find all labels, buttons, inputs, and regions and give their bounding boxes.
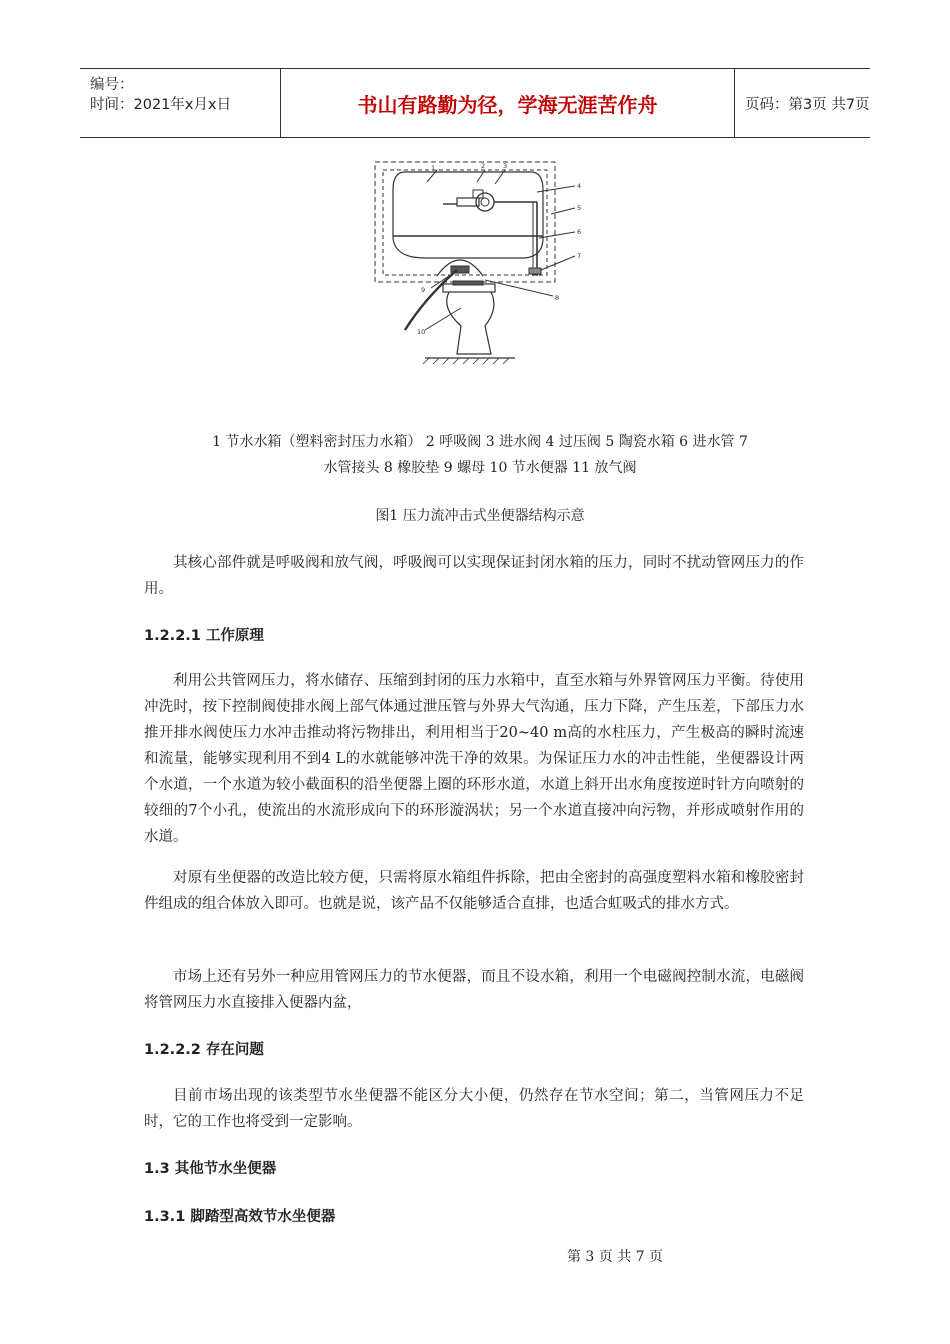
paragraph-core-components: 其核心部件就是呼吸阀和放气阀，呼吸阀可以实现保证封闭水箱的压力，同时不扰动管网压力的作用。 — [144, 555, 804, 597]
header-motto: 书山有路勤为径，学海无涯苦作舟 — [281, 69, 735, 137]
figure-caption: 图1 压力流冲击式坐便器结构示意 — [375, 508, 585, 524]
doc-number-label: 编号： — [90, 77, 134, 93]
figure-label-6: 6 — [577, 228, 582, 236]
paragraph-retrofit: 对原有坐便器的改造比较方便，只需将原水箱组件拆除，把由全密封的高强度塑料水箱和橡胶密封件组成的组合体放入即可。也就是说，该产品不仅能够适合直排，也适合虹吸式的排水方式。 — [144, 870, 804, 912]
section-heading-pedal-toilet: 1.3.1 脚踏型高效节水坐便器 — [144, 1209, 336, 1225]
paragraph-problems: 目前市场出现的该类型节水坐便器不能区分大小便，仍然存在节水空间；第二，当管网压力不足时，它的工作也将受到一定影响。 — [144, 1088, 804, 1130]
page-header — [80, 68, 870, 138]
figure-label-8: 8 — [555, 294, 560, 302]
figure-legend-line-2: 水管接头 8 橡胶垫 9 螺母 10 节水便器 11 放气阀 — [323, 460, 637, 476]
pressure-tank — [393, 172, 543, 258]
section-heading-other-toilets: 1.3 其他节水坐便器 — [144, 1161, 277, 1177]
ceramic-tank-outline — [375, 162, 555, 282]
footer-page-number: 第 3 页 共 7 页 — [566, 1249, 664, 1265]
paragraph-solenoid-variant: 市场上还有另外一种应用管网压力的节水便器，而且不设水箱，利用一个电磁阀控制水流，电磁阀将管网压力水直接排入便器内盆， — [144, 969, 804, 1011]
figure-label-4: 4 — [577, 182, 582, 190]
figure-label-1: 1 — [431, 164, 436, 172]
paragraph-working-principle: 利用公共管网压力，将水储存、压缩到封闭的压力水箱中，直至水箱与外界管网压力平衡。待使用冲洗时，按下控制阀使排水阀上部气体通过泄压管与外界大气沟通，压力下降，产生压差，下部压力水推开排水阀使压力水冲击推动将污物排出，利用相当于20~40 m高的水柱压力，产生极高的瞬时流速和流量，能够实现利用不到4 L的水就能够冲洗干净的效果。为保证压力水的冲击性能，坐便器设计两个水道，一个水道为较小截面积的沿坐便器上圈的环形水道，水道上斜开出水角度按逆时针方向喷射的较细的7个小孔，使流出的水流形成向下的环形漩涡状；另一个水道直接冲向污物，并形成喷射作用的水道。 — [144, 673, 804, 845]
section-heading-problems: 1.2.2.2 存在问题 — [144, 1042, 264, 1058]
doc-time-label: 时间：2021年x月x日 — [90, 97, 232, 113]
figure-label-2: 2 — [481, 162, 486, 170]
header-meta-cell — [80, 69, 281, 137]
figure-label-9: 9 — [421, 286, 426, 294]
figure-label-3: 3 — [503, 162, 508, 170]
figure-label-7: 7 — [577, 252, 582, 260]
section-heading-working-principle: 1.2.2.1 工作原理 — [144, 628, 264, 644]
figure-label-5: 5 — [577, 204, 582, 212]
figure-legend — [140, 429, 820, 481]
page-footer — [0, 1246, 950, 1266]
toilet-structure-diagram — [365, 158, 600, 370]
header-page-info: 页码：第3页 共7页 — [745, 96, 870, 113]
figure-legend-line-1: 1 节水水箱（塑料密封压力水箱） 2 呼吸阀 3 进水阀 4 过压阀 5 陶瓷水箱 6 进水管 7 — [212, 434, 748, 450]
figure-label-10: 10 — [417, 328, 426, 336]
